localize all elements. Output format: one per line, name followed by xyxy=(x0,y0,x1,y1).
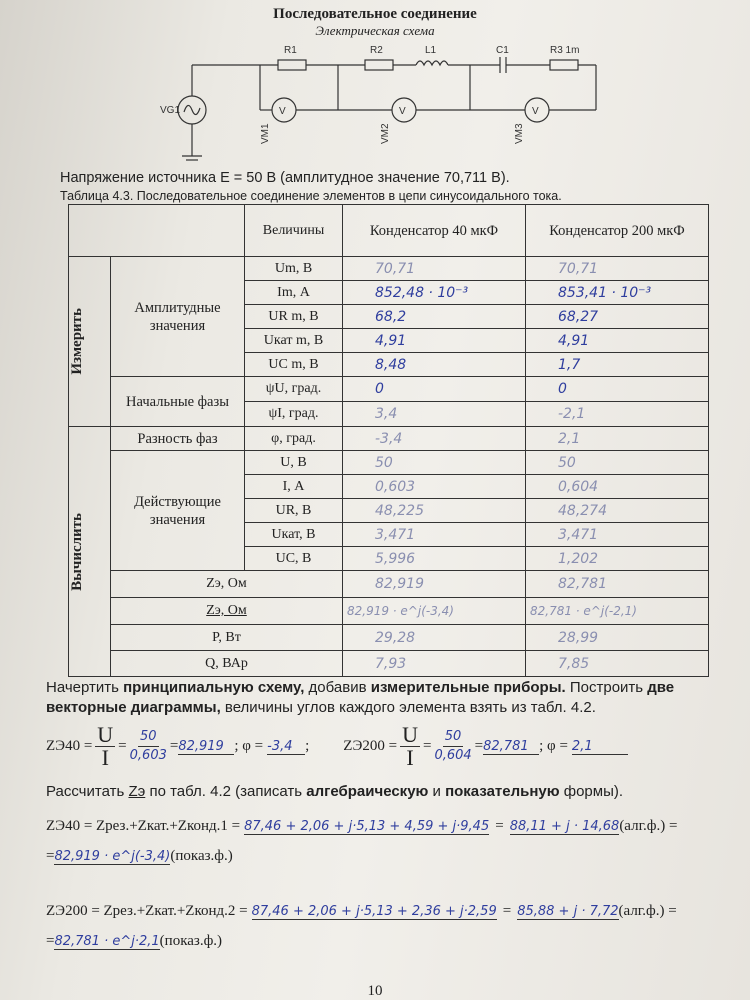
row-phi-label: φ, град. xyxy=(245,427,343,451)
row-u-label: U, В xyxy=(245,451,343,475)
row-q-c40: 7,93 xyxy=(343,651,526,677)
row-uc-label: UC, В xyxy=(245,547,343,571)
row-phi-c200: 2,1 xyxy=(526,427,709,451)
row-ze-c40: 82,919 xyxy=(343,571,526,598)
row-urm-c40: 68,2 xyxy=(343,305,526,329)
row-zec-c200: 82,781 · e^j(-2,1) xyxy=(526,598,709,625)
row-zec-c40: 82,919 · e^j(-3,4) xyxy=(343,598,526,625)
circuit-diagram xyxy=(160,38,620,163)
formula-z40-phi: -3,4 xyxy=(267,739,305,755)
label-v2: V xyxy=(399,106,406,117)
formula-z200-lhs: ZЭ200 = xyxy=(343,738,398,754)
row-q-c200: 7,85 xyxy=(526,651,709,677)
row-psiu-c200: 0 xyxy=(526,377,709,402)
calc-z40-alg: (алг.ф.) = xyxy=(619,818,678,834)
calc-z200-exp-label: (показ.ф.) xyxy=(159,933,223,949)
row-ucm-c200: 1,7 xyxy=(526,353,709,377)
calc-z40-exp: = 82,919 · e^j(-3,4) (показ.ф.) xyxy=(46,848,233,864)
section-measure: Измерить xyxy=(69,308,85,375)
page-title: Последовательное соединение xyxy=(273,6,477,22)
formula-z200-values: $\frac{50}{0,604}$ xyxy=(434,729,472,763)
calc-z200-lhs: ZЭ200 = Zрез.+Zкат.+Zконд.2 = xyxy=(46,903,248,919)
row-psii-label: ψI, град. xyxy=(245,402,343,427)
row-um-c200: 70,71 xyxy=(526,257,709,281)
row-p-c40: 29,28 xyxy=(343,625,526,651)
formula-z200-ui: $\frac{U}{I}$ xyxy=(402,722,418,770)
label-v1: V xyxy=(279,106,286,117)
label-vm1: VM1 xyxy=(260,123,271,144)
row-uc-c200: 1,202 xyxy=(526,547,709,571)
row-psii-c40: 3,4 xyxy=(343,402,526,427)
calc-z200: ZЭ200 = Zрез.+Zкат.+Zконд.2 = 87,46 + 2,06 + j·5,13 + 2,36 + j·2,59 = 85,88 + j · 7,72 (алг.ф.) = xyxy=(46,903,677,919)
calc-z200-expr: 87,46 + 2,06 + j·5,13 + 2,36 + j·2,59 xyxy=(251,903,497,919)
page-number: 10 xyxy=(367,983,383,999)
label-l1: L1 xyxy=(425,45,437,56)
row-i-label: I, А xyxy=(245,475,343,499)
row-phi-c40: -3,4 xyxy=(343,427,526,451)
row-ur-c200: 48,274 xyxy=(526,499,709,523)
formula-z200-result: 82,781 xyxy=(483,739,539,755)
row-u-c40: 50 xyxy=(343,451,526,475)
formula-z40-lhs: ZЭ40 = xyxy=(46,738,93,754)
label-r3: R3 1m xyxy=(550,45,580,56)
calc-z40: ZЭ40 = Zрез.+Zкат.+Zконд.1 = 87,46 + 2,06 + j·5,13 + 4,59 + j·9,45 = 88,11 + j · 14,68 (алг.ф.) = xyxy=(46,818,678,834)
calc-z40-exp-value: 82,919 · e^j(-3,4) xyxy=(54,848,171,864)
group-phase: Начальные фазы xyxy=(111,377,245,427)
group-amplitude: Амплитудные значения xyxy=(111,257,245,377)
row-ucm-label: UC m, В xyxy=(245,353,343,377)
row-ze-c200: 82,781 xyxy=(526,571,709,598)
label-vg1: VG1 xyxy=(160,105,181,116)
row-ucm-c40: 8,48 xyxy=(343,353,526,377)
calc-z200-alg: (алг.ф.) = xyxy=(618,903,677,919)
calc-z40-lhs: ZЭ40 = Zрез.+Zкат.+Zконд.1 = xyxy=(46,818,241,834)
resistor-r1 xyxy=(278,60,306,70)
head-quantities: Величины xyxy=(245,205,343,257)
row-q-label: Q, ВАр xyxy=(111,651,343,677)
label-vm3: VM3 xyxy=(514,123,525,144)
row-ur-c40: 48,225 xyxy=(343,499,526,523)
results-table xyxy=(68,204,709,677)
calc-z200-exp-value: 82,781 · e^j·2,1 xyxy=(54,933,160,949)
row-psiu-label: ψU, град. xyxy=(245,377,343,402)
row-urm-c200: 68,27 xyxy=(526,305,709,329)
head-c200: Конденсатор 200 мкФ xyxy=(526,205,709,257)
row-i-c200: 0,604 xyxy=(526,475,709,499)
instruction-calc: Рассчитать Zэ по табл. 4.2 (записать алгебраическую и показательную формы). xyxy=(46,783,624,800)
resistor-r2 xyxy=(365,60,393,70)
row-ukat-c200: 3,471 xyxy=(526,523,709,547)
source-voltage-text: Напряжение источника E = 50 В (амплитудное значение 70,711 В). xyxy=(60,170,510,186)
label-vm2: VM2 xyxy=(380,123,391,144)
row-zec-label-text: Zэ, Ом xyxy=(206,603,247,618)
row-im-label: Im, А xyxy=(245,281,343,305)
calc-z200-exp: = 82,781 · e^j·2,1 (показ.ф.) xyxy=(46,933,223,949)
row-i-c40: 0,603 xyxy=(343,475,526,499)
label-c1: C1 xyxy=(496,45,509,56)
inductor-l1 xyxy=(416,61,448,65)
row-im-c200: 853,41 · 10⁻³ xyxy=(526,281,709,305)
formula-z200-phi: 2,1 xyxy=(572,739,628,755)
head-c40: Конденсатор 40 мкФ xyxy=(343,205,526,257)
label-v3: V xyxy=(532,106,539,117)
row-p-c200: 28,99 xyxy=(526,625,709,651)
calc-z200-result: 85,88 + j · 7,72 xyxy=(517,903,619,919)
formula-z40-ui: $\frac{U}{I}$ xyxy=(97,722,114,770)
section-compute: Вычислить xyxy=(69,512,85,591)
row-ukatm-c200: 4,91 xyxy=(526,329,709,353)
row-im-c40: 852,48 · 10⁻³ xyxy=(343,281,526,305)
calc-z40-result: 88,11 + j · 14,68 xyxy=(509,818,620,834)
row-u-c200: 50 xyxy=(526,451,709,475)
label-r1: R1 xyxy=(284,45,297,56)
row-um-c40: 70,71 xyxy=(343,257,526,281)
row-uc-c40: 5,996 xyxy=(343,547,526,571)
table-caption: Таблица 4.3. Последовательное соединение элементов в цепи синусоидального тока. xyxy=(60,189,562,203)
row-psii-c200: -2,1 xyxy=(526,402,709,427)
resistor-r3 xyxy=(550,60,578,70)
label-r2: R2 xyxy=(370,45,383,56)
row-um-label: Um, В xyxy=(245,257,343,281)
formula-z40: ZЭ40 = $\frac{U}{I}$ = $\frac{50}{0,603}$ = 82,919 ; φ = -3,4 ; ZЭ200 = $\frac{U}{I}$ = $\frac{50}{0,604}$ = 82,781 ; φ = 2,1 xyxy=(46,724,628,769)
formula-z40-result: 82,919 xyxy=(178,739,234,755)
calc-z40-expr: 87,46 + 2,06 + j·5,13 + 4,59 + j·9,45 xyxy=(244,818,490,834)
row-ur-label: UR, В xyxy=(245,499,343,523)
row-p-label: P, Вт xyxy=(111,625,343,651)
group-effective: Действующие значения xyxy=(111,451,245,571)
row-ukatm-label: Uкат m, В xyxy=(245,329,343,353)
row-ukatm-c40: 4,91 xyxy=(343,329,526,353)
group-phase-diff: Разность фаз xyxy=(111,427,245,451)
row-ukat-label: Uкат, В xyxy=(245,523,343,547)
row-ukat-c40: 3,471 xyxy=(343,523,526,547)
row-zec-label xyxy=(111,598,343,625)
calc-z40-exp-label: (показ.ф.) xyxy=(170,848,233,864)
row-urm-label: UR m, В xyxy=(245,305,343,329)
page-subtitle: Электрическая схема xyxy=(315,23,435,38)
instruction-schematic: Начертить принципиальную схему, добавив измерительные приборы. Построить две векторные диаграммы, величины углов каждого элемента взять из табл. 4.2. xyxy=(46,679,675,716)
formula-z40-values: $\frac{50}{0,603}$ xyxy=(129,729,167,763)
row-ze-label: Zэ, Ом xyxy=(111,571,343,598)
row-psiu-c40: 0 xyxy=(343,377,526,402)
